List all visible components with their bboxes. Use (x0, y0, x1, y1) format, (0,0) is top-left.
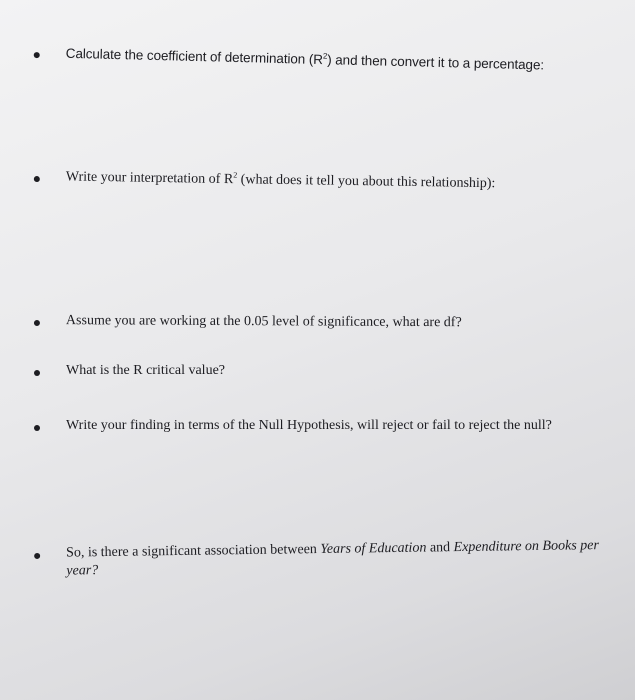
question-text (66, 169, 496, 194)
variable-years-of-education: Years of Education (320, 540, 427, 558)
bullet-point (34, 52, 40, 58)
superscript: 2 (322, 51, 328, 61)
bullet-point (34, 176, 40, 182)
question-significant-association (34, 537, 624, 581)
superscript: 2 (233, 170, 238, 180)
question-text-start: Write your interpretation of R (65, 169, 234, 188)
question-text-part-2: and (426, 540, 454, 556)
question-coefficient-of-determination (34, 44, 624, 76)
question-null-hypothesis (34, 417, 624, 435)
question-interpretation (34, 168, 624, 195)
bullet-point (34, 370, 40, 376)
bullet-point (34, 425, 40, 431)
question-text-end: ) and then convert it to a percentage: (327, 52, 545, 73)
question-text (66, 45, 545, 75)
question-text: Write your finding in terms of the Null Hypothesis, will reject or fail to reject the null? (66, 418, 552, 433)
variable-expenditure-on-books: Expenditure on Books per year? (66, 538, 599, 579)
question-text: What is the R critical value? (66, 363, 225, 378)
bullet-point (34, 553, 40, 559)
question-text-start: Calculate the coefficient of determination (R (65, 45, 324, 68)
question-text-part-1: So, is there a significant association between (66, 542, 321, 561)
question-r-critical-value (34, 362, 624, 380)
question-text: Assume you are working at the 0.05 level of significance, what are df? (65, 313, 462, 331)
question-text (66, 537, 624, 581)
question-degrees-of-freedom (34, 312, 624, 333)
question-text-end: (what does it tell you about this relationship): (237, 172, 496, 192)
bullet-point (34, 320, 40, 326)
